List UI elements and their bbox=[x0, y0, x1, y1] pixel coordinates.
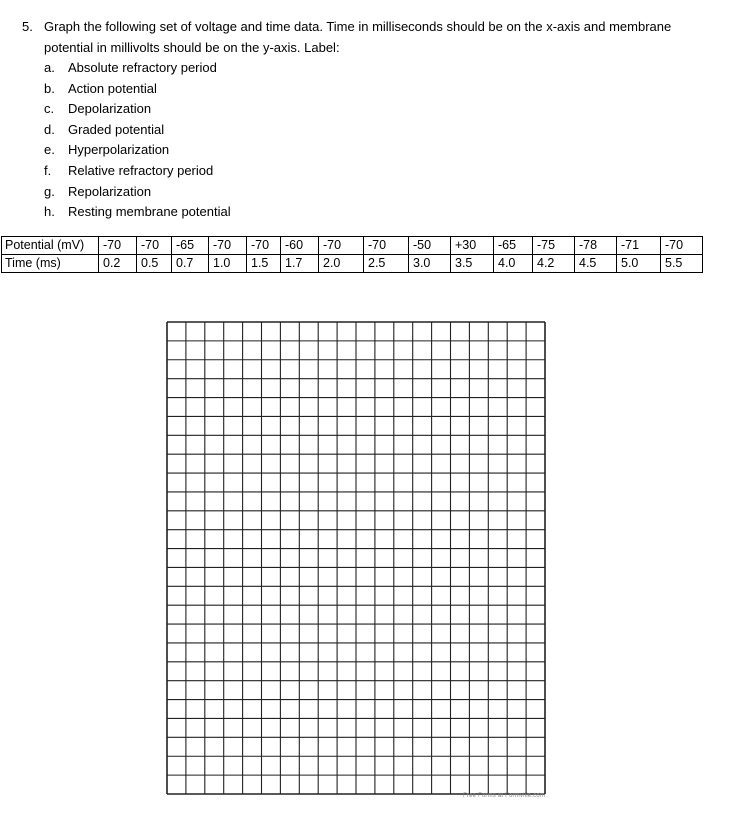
time-cell: 5.0 bbox=[617, 255, 661, 273]
potential-cell: -71 bbox=[617, 237, 661, 255]
question-line-2: potential in millivolts should be on the y-axis. Label: bbox=[44, 39, 340, 55]
time-cell: 0.5 bbox=[137, 255, 172, 273]
time-cell: 5.5 bbox=[661, 255, 703, 273]
potential-cell: +30 bbox=[451, 237, 494, 255]
potential-cell: -60 bbox=[281, 237, 319, 255]
time-cell: 3.0 bbox=[409, 255, 451, 273]
label-item: a. Absolute refractory period bbox=[44, 60, 217, 75]
label-item: e. Hyperpolarization bbox=[44, 142, 170, 158]
potential-cell: -75 bbox=[533, 237, 575, 255]
potential-cell: -70 bbox=[137, 237, 172, 255]
label-item: f. Relative refractory period bbox=[44, 162, 214, 178]
watermark: Free Forms at Formville.com bbox=[463, 793, 546, 799]
label-item: c. Depolarization bbox=[44, 101, 152, 117]
time-cell: 4.2 bbox=[533, 255, 575, 273]
potential-cell: -70 bbox=[319, 237, 364, 255]
potential-cell: -50 bbox=[409, 237, 451, 255]
time-header: Time (ms) bbox=[2, 255, 99, 273]
potential-header: Potential (mV) bbox=[2, 237, 99, 255]
label-item: b. Action potential bbox=[44, 80, 157, 96]
time-cell: 2.5 bbox=[364, 255, 409, 273]
potential-cell: -65 bbox=[494, 237, 533, 255]
time-cell: 0.7 bbox=[172, 255, 209, 273]
time-cell: 1.5 bbox=[247, 255, 281, 273]
time-cell: 1.0 bbox=[209, 255, 247, 273]
potential-cell: -70 bbox=[247, 237, 281, 255]
label-item: g. Repolarization bbox=[44, 183, 152, 199]
potential-cell: -65 bbox=[172, 237, 209, 255]
potential-cell: -70 bbox=[364, 237, 409, 255]
potential-cell: -70 bbox=[99, 237, 137, 255]
time-cell: 3.5 bbox=[451, 255, 494, 273]
potential-cell: -78 bbox=[575, 237, 617, 255]
potential-cell: -70 bbox=[661, 237, 703, 255]
question-line-1: Graph the following set of voltage and time data. Time in milliseconds should be on the x-axis and membrane bbox=[44, 19, 672, 34]
potential-cell: -70 bbox=[209, 237, 247, 255]
question-number: 5. bbox=[22, 19, 33, 34]
time-cell: 0.2 bbox=[99, 255, 137, 273]
time-cell: 2.0 bbox=[319, 255, 364, 273]
time-cell: 1.7 bbox=[281, 255, 319, 273]
label-item: d. Graded potential bbox=[44, 121, 165, 137]
label-item: h. Resting membrane potential bbox=[44, 204, 231, 220]
time-cell: 4.5 bbox=[575, 255, 617, 273]
time-cell: 4.0 bbox=[494, 255, 533, 273]
